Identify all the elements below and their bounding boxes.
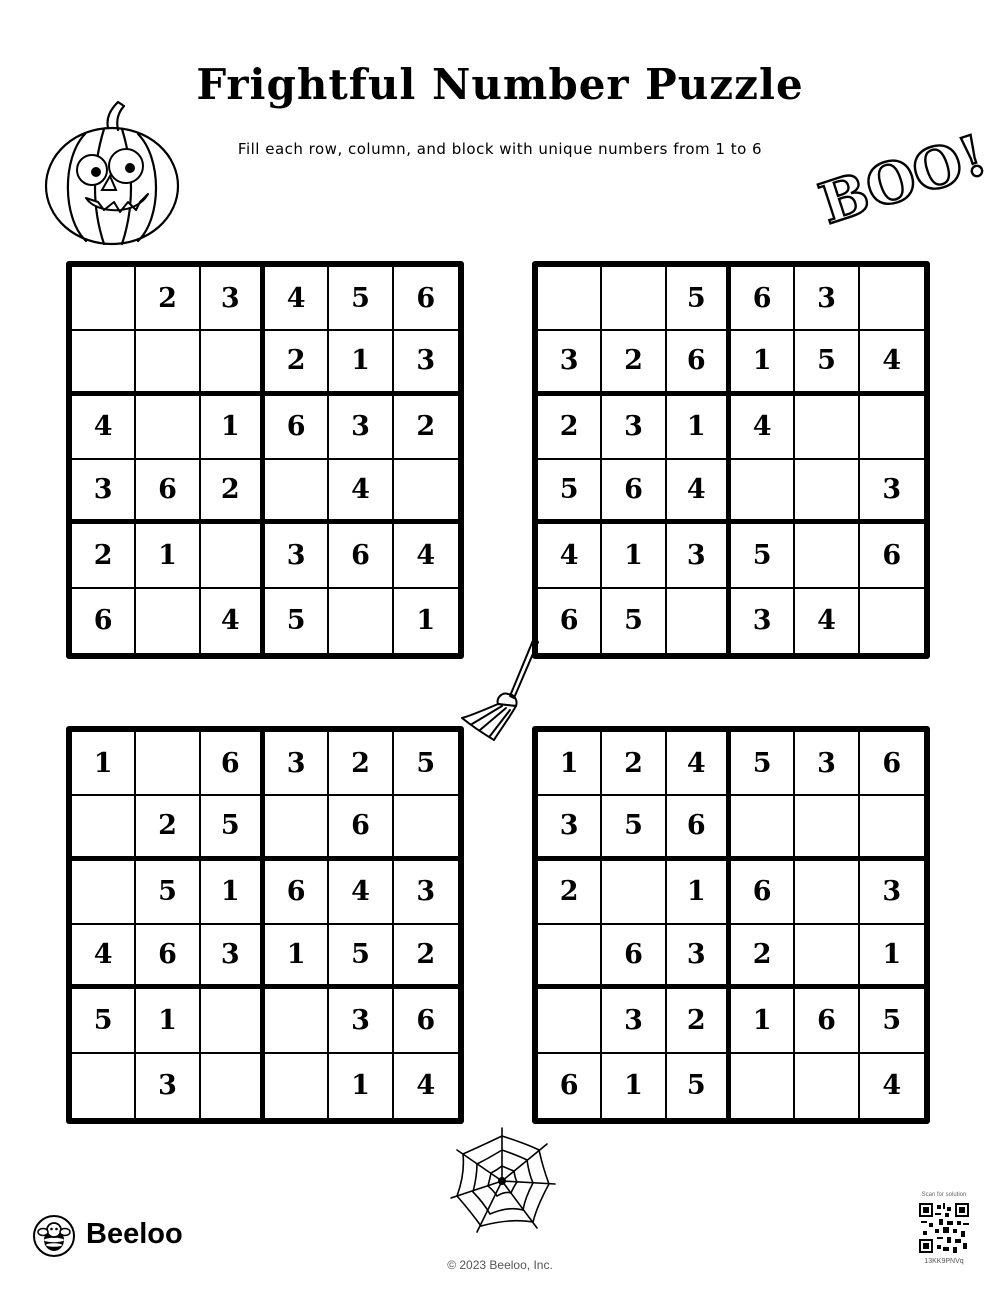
puzzle-3-cell-r3c5: 4	[329, 861, 393, 925]
puzzle-2-cell-r2c5: 5	[795, 331, 859, 395]
puzzle-4-cell-r5c6: 5	[860, 989, 924, 1053]
puzzle-4-cell-r2c3: 6	[667, 796, 731, 860]
pumpkin-icon	[40, 98, 185, 248]
puzzle-1-cell-r1c2: 2	[136, 267, 200, 331]
puzzle-3-cell-r2c4[interactable]	[265, 796, 329, 860]
puzzle-2-cell-r2c4: 1	[731, 331, 795, 395]
puzzle-1-cell-r6c2[interactable]	[136, 589, 200, 653]
puzzle-1-cell-r4c2: 6	[136, 460, 200, 524]
puzzle-2-cell-r1c3: 5	[667, 267, 731, 331]
puzzle-1-cell-r1c3: 3	[201, 267, 265, 331]
puzzle-4-cell-r5c2: 3	[602, 989, 666, 1053]
puzzle-1-cell-r5c4: 3	[265, 524, 329, 588]
puzzle-2-cell-r1c2[interactable]	[602, 267, 666, 331]
puzzle-4-cell-r3c4: 6	[731, 861, 795, 925]
puzzle-3-cell-r4c6: 2	[394, 925, 458, 989]
instructions: Fill each row, column, and block with unique numbers from 1 to 6	[237, 140, 763, 158]
puzzle-2-cell-r1c6[interactable]	[860, 267, 924, 331]
puzzle-3-cell-r4c4: 1	[265, 925, 329, 989]
puzzle-3-cell-r1c1: 1	[72, 732, 136, 796]
puzzle-2-cell-r4c1: 5	[538, 460, 602, 524]
puzzle-2-cell-r5c5[interactable]	[795, 524, 859, 588]
puzzle-3-cell-r3c1[interactable]	[72, 861, 136, 925]
puzzle-3-cell-r2c2: 2	[136, 796, 200, 860]
puzzle-4-cell-r3c5[interactable]	[795, 861, 859, 925]
puzzle-2-cell-r4c2: 6	[602, 460, 666, 524]
puzzle-4-cell-r4c6: 1	[860, 925, 924, 989]
puzzle-3-cell-r2c5: 6	[329, 796, 393, 860]
puzzle-1-cell-r3c3: 1	[201, 396, 265, 460]
puzzle-1-cell-r5c3[interactable]	[201, 524, 265, 588]
puzzle-1-cell-r4c5: 4	[329, 460, 393, 524]
puzzle-3-cell-r5c3[interactable]	[201, 989, 265, 1053]
puzzle-1-cell-r2c1[interactable]	[72, 331, 136, 395]
puzzle-4-cell-r1c4: 5	[731, 732, 795, 796]
puzzle-4-cell-r3c1: 2	[538, 861, 602, 925]
puzzle-4-cell-r1c6: 6	[860, 732, 924, 796]
puzzle-2-cell-r4c5[interactable]	[795, 460, 859, 524]
puzzle-3-cell-r5c2: 1	[136, 989, 200, 1053]
puzzle-2-cell-r6c3[interactable]	[667, 589, 731, 653]
puzzle-4-cell-r2c1: 3	[538, 796, 602, 860]
puzzle-4-cell-r6c5[interactable]	[795, 1054, 859, 1118]
puzzle-4-cell-r3c6: 3	[860, 861, 924, 925]
puzzle-2-cell-r1c4: 6	[731, 267, 795, 331]
puzzle-1-cell-r1c6: 6	[394, 267, 458, 331]
brand-name: Beeloo	[86, 1218, 183, 1250]
puzzle-2-cell-r1c5: 3	[795, 267, 859, 331]
puzzle-2-cell-r5c6: 6	[860, 524, 924, 588]
puzzle-1-cell-r3c4: 6	[265, 396, 329, 460]
puzzle-2-cell-r2c6: 4	[860, 331, 924, 395]
puzzle-3-cell-r6c1[interactable]	[72, 1054, 136, 1118]
boo-text: BOO!	[811, 121, 995, 238]
puzzle-4-cell-r4c4: 2	[731, 925, 795, 989]
puzzle-3-cell-r6c2: 3	[136, 1054, 200, 1118]
puzzle-1-cell-r5c5: 6	[329, 524, 393, 588]
puzzle-4-cell-r4c3: 3	[667, 925, 731, 989]
sudoku-grid-3	[66, 726, 464, 1124]
puzzle-3-cell-r1c4: 3	[265, 732, 329, 796]
sudoku-grid-4	[532, 726, 930, 1124]
puzzle-1-cell-r5c6: 4	[394, 524, 458, 588]
qr-code-icon[interactable]	[919, 1203, 969, 1253]
puzzle-2-cell-r6c4: 3	[731, 589, 795, 653]
puzzle-3-cell-r5c4[interactable]	[265, 989, 329, 1053]
puzzle-3-cell-r6c3[interactable]	[201, 1054, 265, 1118]
puzzle-4-cell-r2c2: 5	[602, 796, 666, 860]
puzzle-3-cell-r3c2: 5	[136, 861, 200, 925]
puzzle-1-cell-r5c2: 1	[136, 524, 200, 588]
puzzle-3-cell-r6c5: 1	[329, 1054, 393, 1118]
puzzle-1-cell-r2c2[interactable]	[136, 331, 200, 395]
puzzle-3-cell-r6c4[interactable]	[265, 1054, 329, 1118]
puzzle-4-cell-r6c6: 4	[882, 1070, 902, 1102]
puzzle-4-cell-r2c5[interactable]	[795, 796, 859, 860]
puzzle-4-cell-r3c2[interactable]	[602, 861, 666, 925]
puzzle-2-cell-r1c1[interactable]	[538, 267, 602, 331]
sudoku-grid-1	[66, 261, 464, 659]
puzzle-2-cell-r2c1: 3	[538, 331, 602, 395]
copyright: © 2023 Beeloo, Inc.	[447, 1258, 553, 1272]
puzzle-2-cell-r3c4: 4	[731, 396, 795, 460]
puzzle-4-cell-r5c4: 1	[731, 989, 795, 1053]
spider-web-icon	[447, 1126, 557, 1236]
puzzle-4-cell-r3c3: 1	[667, 861, 731, 925]
qr-scan-label: Scan for solution	[921, 1192, 967, 1198]
puzzle-4-cell-r4c1[interactable]	[538, 925, 602, 989]
puzzle-1-cell-r6c4: 5	[265, 589, 329, 653]
puzzle-3-cell-r5c1: 5	[72, 989, 136, 1053]
puzzle-4-cell-r6c2: 1	[602, 1054, 666, 1118]
puzzle-3-cell-r6c6: 4	[416, 1070, 436, 1102]
puzzle-3-cell-r2c1[interactable]	[72, 796, 136, 860]
puzzle-4-cell-r5c1[interactable]	[538, 989, 602, 1053]
puzzle-4-cell-r6c4[interactable]	[731, 1054, 795, 1118]
puzzle-3-cell-r1c2[interactable]	[136, 732, 200, 796]
page-title: Frightful Number Puzzle	[196, 60, 804, 109]
puzzle-3-cell-r1c5: 2	[329, 732, 393, 796]
puzzle-3-cell-r2c3: 5	[201, 796, 265, 860]
puzzle-3-cell-r3c6: 3	[394, 861, 458, 925]
puzzle-2-cell-r5c4: 5	[731, 524, 795, 588]
puzzle-1-cell-r6c1: 6	[72, 589, 136, 653]
puzzle-1-cell-r3c6: 2	[394, 396, 458, 460]
puzzle-2-cell-r4c6: 3	[860, 460, 924, 524]
puzzle-1-cell-r1c1[interactable]	[72, 267, 136, 331]
puzzle-4-cell-r6c1: 6	[538, 1054, 602, 1118]
puzzle-2-cell-r3c3: 1	[667, 396, 731, 460]
puzzle-2-cell-r2c3: 6	[667, 331, 731, 395]
puzzle-2-cell-r5c1: 4	[538, 524, 602, 588]
sudoku-grid-2	[532, 261, 930, 659]
puzzle-4-cell-r6c3: 5	[667, 1054, 731, 1118]
puzzle-3-cell-r4c3: 3	[201, 925, 265, 989]
puzzle-1-cell-r1c5: 5	[329, 267, 393, 331]
puzzle-1-cell-r2c6: 3	[394, 331, 458, 395]
puzzle-3-cell-r5c5: 3	[329, 989, 393, 1053]
broom-icon	[458, 634, 548, 744]
puzzle-4-cell-r5c5: 6	[795, 989, 859, 1053]
puzzle-3-cell-r4c1: 4	[72, 925, 136, 989]
puzzle-2-cell-r2c2: 2	[602, 331, 666, 395]
puzzle-2-cell-r6c5: 4	[795, 589, 859, 653]
puzzle-2-cell-r5c2: 1	[602, 524, 666, 588]
puzzle-1-cell-r2c5: 1	[329, 331, 393, 395]
puzzle-1-cell-r2c3[interactable]	[201, 331, 265, 395]
puzzle-1-cell-r3c5: 3	[329, 396, 393, 460]
puzzle-1-cell-r6c3: 4	[201, 589, 265, 653]
puzzle-4-cell-r1c2: 2	[602, 732, 666, 796]
puzzle-3-cell-r3c4: 6	[265, 861, 329, 925]
puzzle-1-cell-r2c4: 2	[265, 331, 329, 395]
puzzle-3-cell-r1c6: 5	[394, 732, 458, 796]
puzzle-1-cell-r4c3: 2	[201, 460, 265, 524]
bee-logo-icon	[32, 1214, 76, 1258]
puzzle-1-cell-r3c1: 4	[72, 396, 136, 460]
puzzle-1-cell-r3c2[interactable]	[136, 396, 200, 460]
puzzle-4-cell-r1c3: 4	[667, 732, 731, 796]
puzzle-2-cell-r4c3: 4	[667, 460, 731, 524]
puzzle-2-cell-r6c1: 6	[538, 589, 602, 653]
puzzle-4-cell-r1c5: 3	[795, 732, 859, 796]
puzzle-2-cell-r3c2: 3	[602, 396, 666, 460]
puzzle-1-cell-r5c1: 2	[72, 524, 136, 588]
puzzle-3-cell-r1c3: 6	[201, 732, 265, 796]
puzzle-4-cell-r4c5[interactable]	[795, 925, 859, 989]
puzzle-3-cell-r4c5: 5	[329, 925, 393, 989]
puzzle-2-cell-r3c6[interactable]	[860, 396, 924, 460]
puzzle-1-cell-r6c6: 1	[416, 605, 436, 637]
puzzle-2-cell-r6c6[interactable]	[860, 589, 924, 653]
puzzle-4-cell-r5c3: 2	[667, 989, 731, 1053]
puzzle-2-cell-r3c5[interactable]	[795, 396, 859, 460]
puzzle-4-cell-r2c6[interactable]	[860, 796, 924, 860]
qr-code-id: 13KK9PNVq	[924, 1258, 964, 1265]
puzzle-1-cell-r1c4: 4	[265, 267, 329, 331]
puzzle-2-cell-r3c1: 2	[538, 396, 602, 460]
puzzle-3-cell-r4c2: 6	[136, 925, 200, 989]
puzzle-3-cell-r2c6[interactable]	[394, 796, 458, 860]
puzzle-3-cell-r3c3: 1	[201, 861, 265, 925]
puzzle-4-cell-r4c2: 6	[602, 925, 666, 989]
puzzle-1-cell-r4c6[interactable]	[394, 460, 458, 524]
puzzle-1-cell-r6c5[interactable]	[329, 589, 393, 653]
puzzle-2-cell-r6c2: 5	[602, 589, 666, 653]
puzzle-1-cell-r4c4[interactable]	[265, 460, 329, 524]
puzzle-4-cell-r1c1: 1	[538, 732, 602, 796]
puzzle-3-cell-r5c6: 6	[394, 989, 458, 1053]
puzzle-1-cell-r4c1: 3	[72, 460, 136, 524]
puzzle-4-cell-r2c4[interactable]	[731, 796, 795, 860]
puzzle-2-cell-r4c4[interactable]	[731, 460, 795, 524]
boo-sign-icon	[810, 121, 995, 238]
puzzle-2-cell-r5c3: 3	[667, 524, 731, 588]
